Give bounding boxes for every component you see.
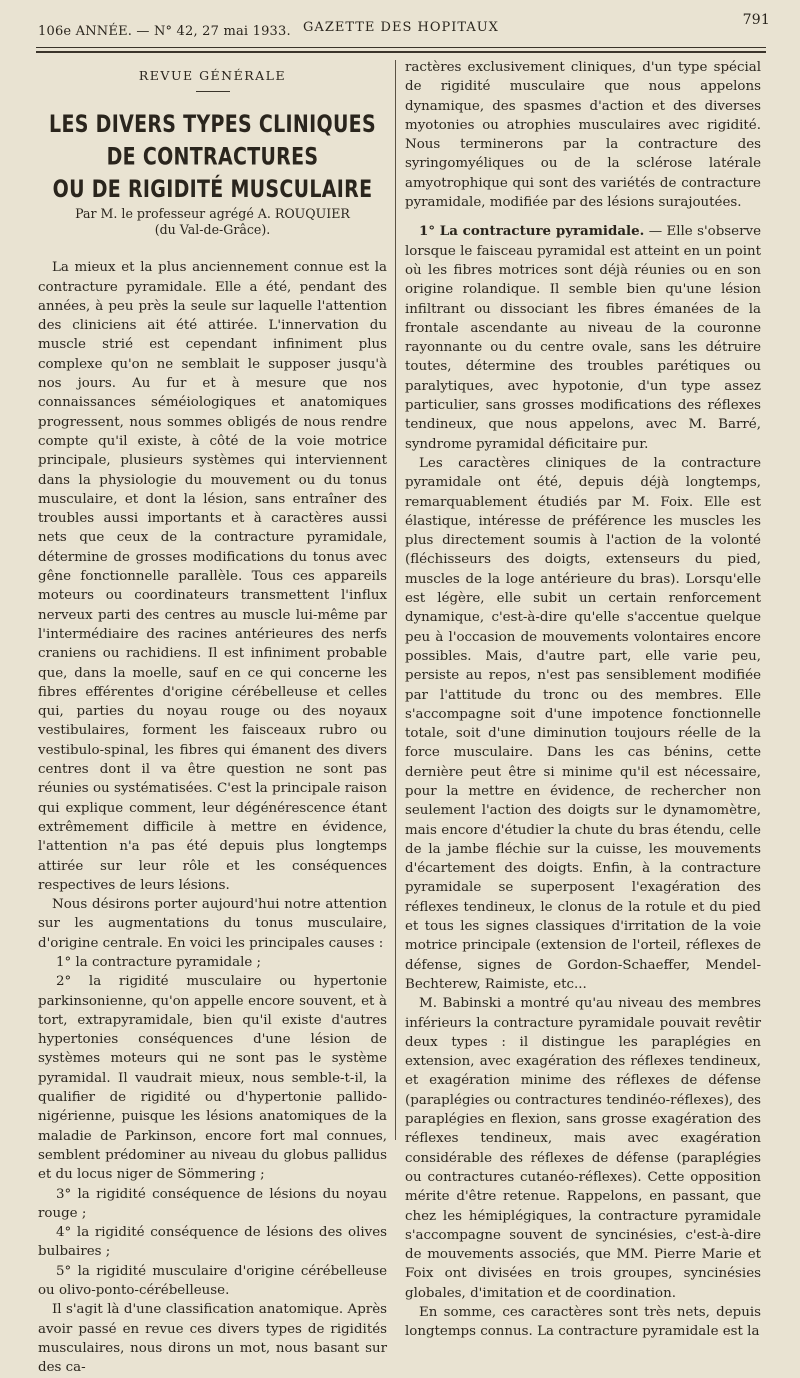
page-number: 791 [742, 12, 770, 28]
list-item: 4° la rigidité conséquence de lésions des olives bulbaires ; [38, 1225, 387, 1260]
title-line-1: LES DIVERS TYPES CLINIQUES DE CONTRACTURES [49, 110, 376, 171]
rubric-rule [196, 91, 230, 92]
list-item: 2° la rigidité musculaire ou hypertonie parkinsonienne, qu'on appelle encore souvent, et à tort, extrapyramidale, bien qu'il existe d'autres hypertonies conséquences d'une lésion de systèmes moteurs qui ne sont pas le système pyramidal. Il vaudrait mieux, nous semble-t-il, la qualifier de rigidité ou d'hypertonie pallido-nigérienne, puisque les lésions anatomiques de la maladie de Parkinson, encore fort mal connues, semblent prédominer au niveau du globus pallidus et du locus niger de Sömmering ; [38, 974, 387, 1183]
article-title [38, 108, 387, 206]
header-rule [36, 47, 766, 48]
paragraph: Il s'agit là d'une classification anatomique. Après avoir passé en revue ces divers types de rigidités musculaires, nous dirons un mot, nous basant sur des ca- [38, 1302, 387, 1376]
title-line-2: OU DE RIGIDITÉ MUSCULAIRE [52, 175, 373, 204]
author-affiliation: (du Val-de-Grâce). [154, 222, 271, 238]
paragraph: Les caractères cliniques de la contracture pyramidale ont été, depuis déjà longtemps, remarquablement étudiés par M. Foix. Elle est élastique, intéresse de préférence les muscles les plus directement soumis à l'action de la volonté (fléchisseurs des doigts, extenseurs du pied, muscles de la loge antérieure du bras). Lorsqu'elle est légère, elle subit un certain renforcement dynamique, c'est-à-dire qu'elle s'accentue quelque peu à l'occasion de mouvements volontaires encore possibles. Mais, d'autre part, elle varie peu, persiste au repos, n'est pas sensiblement modifiée par l'attitude du tronc ou des membres. Elle s'accompagne soit d'une impotence fonctionnelle totale, soit d'une diminution toujours réelle de la force musculaire. Dans les cas bénins, cette dernière peut être si minime qu'il est nécessaire, pour la mettre en évidence, de rechercher non seulement l'action des doigts sur le dynamomètre, mais encore d'étudier la chute du bras étendu, celle de la jambe fléchie sur la cuisse, les mouvements d'écartement des doigts. Enfin, à la contracture pyramidale se superposent l'exagération des réflexes tendineux, le clonus de la rotule et du pied et tous les signes classiques d'irritation de la voie motrice principale (extension de l'orteil, réflexes de défense, signes de Gordon-Schaeffer, Mendel-Bechterew, Raimiste, etc... [405, 455, 761, 992]
list-item: 5° la rigidité musculaire d'origine cérébelleuse ou olivo-ponto-cérébelleuse. [38, 1263, 387, 1299]
list-item: 1° la contracture pyramidale ; [56, 954, 262, 970]
paragraph: Nous désirons porter aujourd'hui notre attention sur les augmentations du tonus musculaire, d'origine centrale. En voici les principales causes : [38, 897, 387, 951]
journal-name: GAZETTE DES HOPITAUX [303, 20, 499, 35]
list-item: 3° la rigidité conséquence de lésions du noyau rouge ; [38, 1186, 387, 1221]
paragraph: M. Babinski a montré qu'au niveau des membres inférieurs la contracture pyramidale pouvait revêtir deux types : il distingue les paraplégies en extension, avec exagération des réflexes tendineux, et exagération minime des réflexes de défense (paraplégies ou contractures tendinéo-réflexes), des paraplégies en flexion, sans grosse exagération des réflexes tendineux, mais avec exagération considérable des réflexes de défense (paraplégies ou contractures cutanéo-réflexes). Cette opposition mérite d'être retenue. Rappelons, en passant, que chez les hémiplégiques, la contracture pyramidale s'accompagne souvent de syncinésies, c'est-à-dire de mouvements associés, que MM. Pierre Marie et Foix ont divisées en trois groupes, syncinésies globales, d'imitation et de coordination. [405, 996, 761, 1301]
section-rubric: REVUE GÉNÉRALE [138, 68, 287, 83]
author-byline [38, 206, 387, 238]
column-divider [395, 60, 396, 1140]
paragraph: La mieux et la plus anciennement connue est la contracture pyramidale. Elle a été, pendant des années, à peu près la seule sur laquelle l'attention des cliniciens ait été attirée. L'innervation du muscle strié est cependant infiniment plus complexe qu'on ne semblait le supposer jusqu'à nos jours. Au fur et à mesure que nos connaissances séméiologiques et anatomiques progressent, nous sommes obligés de nous rendre compte qu'il existe, à côté de la voie motrice principale, plusieurs systèmes qui interviennent dans la physiologie du mouvement ou du tonus musculaire, et dont la lésion, sans entraîner des troubles aussi importants et à caractères aussi nets que ceux de la contracture pyramidale, détermine de grosses modifications du tonus avec gêne fonctionnelle parallèle. Tous ces appareils moteurs ou coordinateurs transmettent l'influx nerveux parti des centres au muscle lui-même par l'intermédiaire des racines antérieures des nerfs craniens ou rachidiens. Il est infiniment probable que, dans la moelle, sauf en ce qui concerne les fibres efférentes d'origine cérébelleuse et celles qui, parties du noyau rouge ou des noyaux vestibulaires, forment les faisceaux rubro ou vestibulo-spinal, les fibres qui émanent des divers centres dont il va être question ne sont pas réunies ou systématisées. C'est la principale raison qui explique comment, leur dégénérescence étant extrêmement difficile à mettre en évidence, l'attention n'a pas été depuis plus longtemps attirée sur leur rôle et les conséquences respectives de leurs lésions. [38, 260, 387, 893]
paragraph: ractères exclusivement cliniques, d'un type spécial de rigidité musculaire que nous appelons dynamique, des spasmes d'action et des diverses myotonies ou atrophies musculaires avec rigidité. Nous terminerons par la contracture des syringomyéliques ou de la sclérose latérale amyotrophique qui sont des variétés de contracture pyramidale, modifiée par des lésions surajoutées. [405, 60, 761, 211]
left-column [38, 58, 387, 1378]
section-text: — Elle s'observe lorsque le faisceau pyramidal est atteint en un point où les fibres motrices sont déjà réunies ou en son origine rolandique. Il semble bien qu'une lésion infiltrant ou dissociant les fibres émanées de la frontale ascendante au niveau de la couronne rayonnante ou du centre ovale, sans les détruire toutes, détermine des troubles parétiques ou paralytiques, avec hypotonie, d'un type assez particulier, sans grosses modifications des réflexes tendineux, que nous appelons, avec M. Barré, syndrome pyramidal déficitaire pur. [405, 224, 761, 452]
issue-info: 106e ANNÉE. — N° 42, 27 mai 1933. [38, 24, 291, 39]
author-name: Par M. le professeur agrégé A. ROUQUIER [75, 206, 350, 222]
paragraph: En somme, ces caractères sont très nets, depuis longtemps connus. La contracture pyramidale est la [405, 1305, 761, 1340]
header-rule-thick [36, 51, 766, 53]
running-header [32, 12, 770, 40]
section-paragraph [405, 222, 761, 454]
section-heading: 1° La contracture pyramidale. [419, 223, 645, 240]
spacer [405, 212, 761, 222]
right-column [405, 58, 761, 1342]
